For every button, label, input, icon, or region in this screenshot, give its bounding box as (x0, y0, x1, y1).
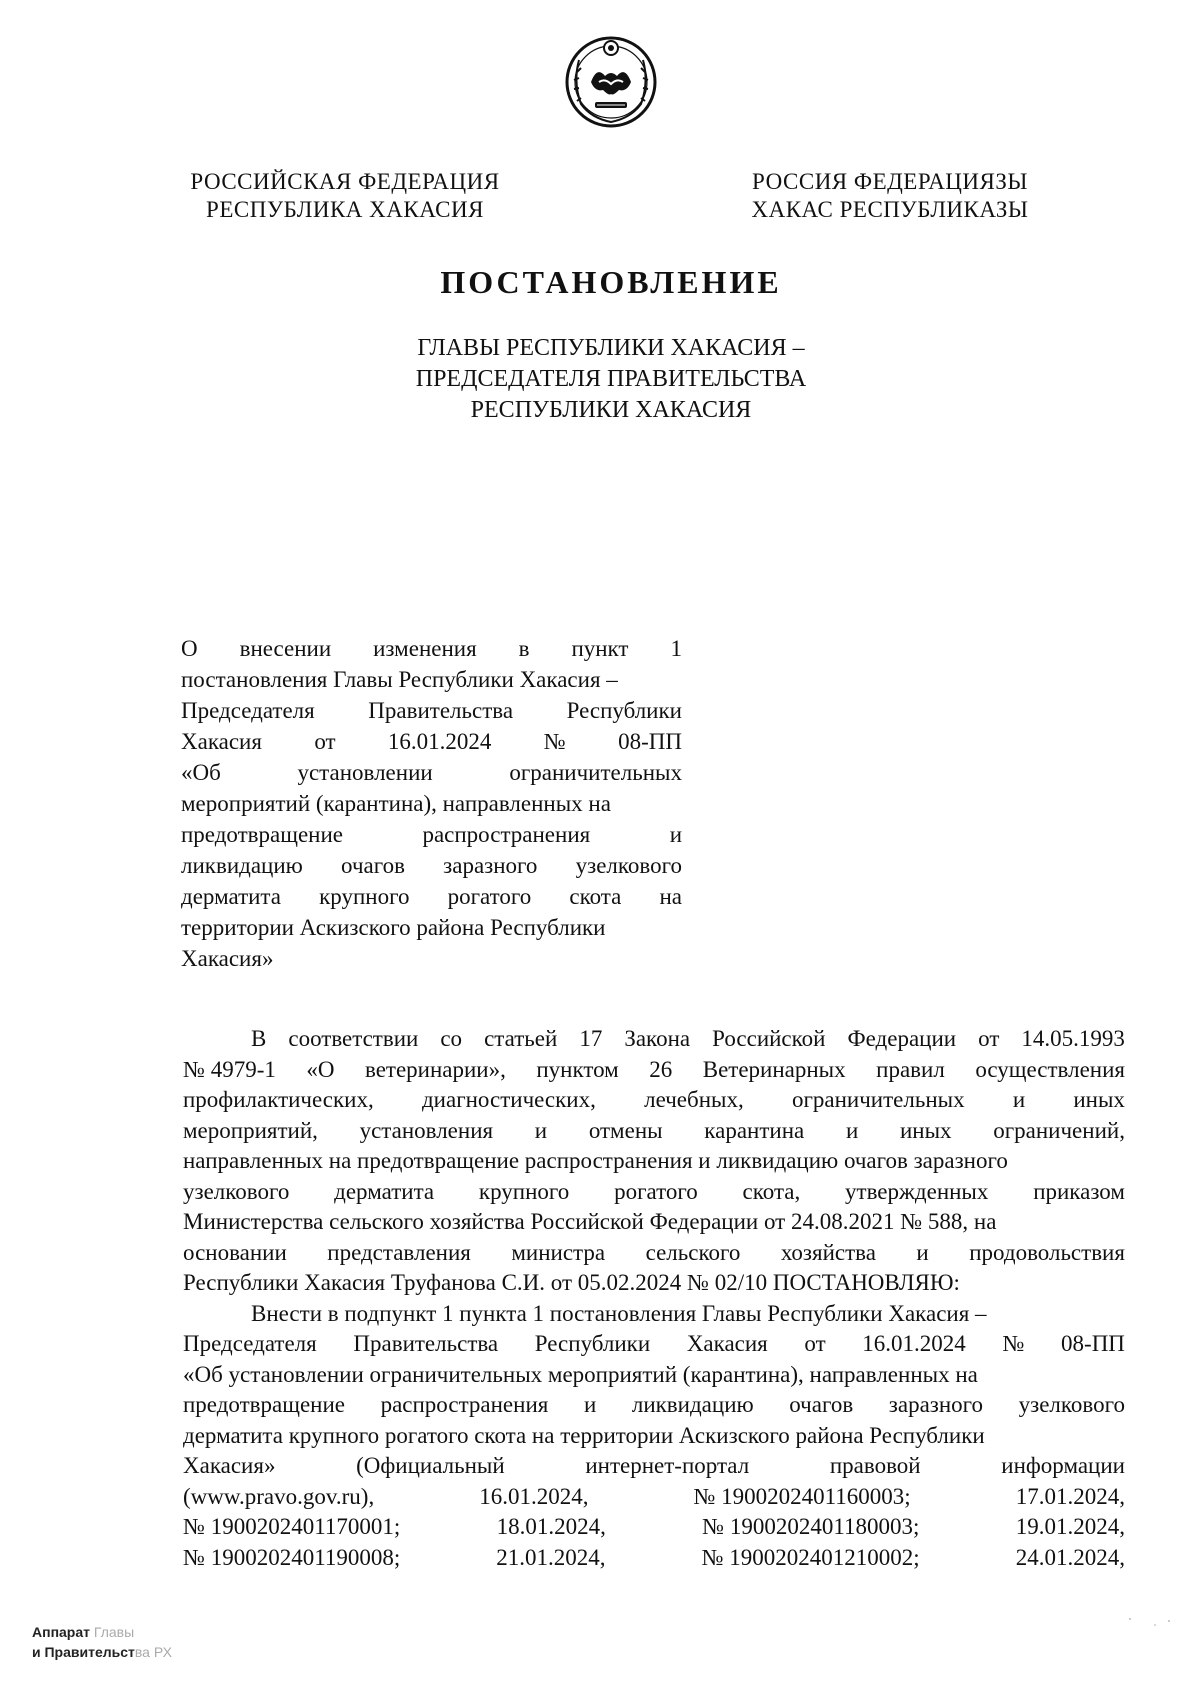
text-line (181, 726, 682, 757)
text-word: внесении (239, 636, 332, 661)
text-word: отмены (588, 1117, 663, 1143)
document-body (183, 1024, 1125, 1573)
text-word: ветеринарии», (364, 1056, 506, 1082)
text-word: скота (569, 884, 622, 909)
text-word: представления (327, 1239, 471, 1265)
text-word: дерматита крупного рогатого скота на территории Аскизского района Республики (183, 1422, 985, 1448)
text-word: Правительства (368, 698, 514, 723)
text-word: узелкового (183, 1178, 290, 1204)
text-line (183, 1421, 1125, 1452)
text-word: и (1012, 1087, 1026, 1112)
text-line (181, 695, 682, 726)
text-word: 18.01.2024, (496, 1514, 606, 1539)
text-word: карантина (704, 1117, 805, 1143)
text-word: и (845, 1117, 859, 1143)
text-word: О (181, 636, 198, 661)
text-word: № (543, 729, 566, 754)
topic-lines (181, 633, 682, 943)
text-word: рогатого (614, 1178, 698, 1204)
header-left (180, 168, 510, 224)
text-word: 1 (670, 636, 682, 661)
text-word: постановления Главы Республики Хакасия – (181, 667, 618, 692)
text-word: сельского (645, 1239, 741, 1265)
stamp-faded-text: Главы (90, 1624, 135, 1640)
text-line (183, 1177, 1125, 1208)
text-word: «О (306, 1056, 335, 1082)
text-word: распространения (422, 822, 591, 847)
header-left-line: РЕСПУБЛИКА ХАКАСИЯ (206, 197, 484, 222)
text-word: пунктом (536, 1056, 619, 1082)
preamble-last-line: Республики Хакасия Труфанова С.И. от 05.02.2024 № 02/10 ПОСТАНОВЛЯЮ: (183, 1270, 960, 1295)
preamble-paragraph (183, 1024, 1125, 1268)
text-word: (www.pravo.gov.ru), (183, 1483, 375, 1509)
text-word: № 1900202401180003; (702, 1514, 920, 1539)
stamp-line-1 (32, 1622, 172, 1642)
text-word: Правительства (353, 1331, 499, 1356)
text-word: и (583, 1392, 597, 1417)
topic-last-line: Хакасия» (181, 946, 274, 971)
text-word: Федерации (847, 1026, 957, 1051)
text-word: ограничительных (509, 760, 682, 785)
text-word: территории Аскизского района Республики (181, 915, 606, 940)
text-line (183, 1024, 1125, 1055)
text-word: приказом (1033, 1178, 1125, 1204)
text-word: (Официальный (356, 1453, 505, 1478)
text-word: 17.01.2024, (1015, 1483, 1125, 1509)
text-word: статьей (484, 1026, 558, 1051)
text-line (183, 1390, 1125, 1421)
text-word: ликвидацию (631, 1392, 754, 1417)
text-word: 19.01.2024, (1015, 1514, 1125, 1539)
text-word: пункт (571, 636, 629, 661)
header-right-line: РОССИЯ ФЕДЕРАЦИЯЗЫ (752, 169, 1028, 194)
text-word: дерматита (334, 1178, 435, 1204)
text-word: № 4979-1 (183, 1056, 276, 1082)
text-word: диагностических, (421, 1087, 596, 1112)
text-word: 17 (579, 1026, 603, 1051)
document-subtitle (0, 333, 1200, 426)
text-word: хозяйства (780, 1239, 876, 1265)
text-word: основании (183, 1239, 287, 1265)
subtitle-line: ГЛАВЫ РЕСПУБЛИКИ ХАКАСИЯ – (417, 335, 805, 361)
text-word: предотвращение (181, 822, 343, 847)
text-word: 26 (649, 1056, 673, 1082)
text-line (183, 1512, 1125, 1543)
header-right (725, 168, 1055, 224)
text-word: В (251, 1026, 267, 1051)
text-word: в (518, 636, 530, 661)
text-word: Министерства сельского хозяйства Российской Федерации от 24.08.2021 № 588, на (183, 1209, 997, 1234)
text-word: установления (359, 1117, 494, 1143)
text-word: иных (1073, 1087, 1125, 1112)
text-word: Председателя (183, 1331, 317, 1356)
text-word: продовольствия (969, 1239, 1125, 1265)
text-word: дерматита (181, 884, 281, 909)
text-word: Хакасия» (183, 1453, 276, 1478)
header-left-line: РОССИЙСКАЯ ФЕДЕРАЦИЯ (190, 169, 500, 194)
text-line (183, 1299, 1125, 1330)
text-line (181, 881, 682, 912)
text-word: Ветеринарных (702, 1056, 846, 1082)
text-line (183, 1360, 1125, 1391)
text-line (183, 1543, 1125, 1574)
document-title: ПОСТАНОВЛЕНИЕ (440, 264, 782, 300)
text-word: заразного (888, 1392, 984, 1417)
text-word: от (804, 1331, 826, 1356)
text-word: узелкового (1018, 1392, 1125, 1417)
text-word: профилактических, (183, 1087, 374, 1112)
text-word: № 1900202401160003; (693, 1483, 911, 1509)
document-topic (181, 633, 682, 974)
text-word: от (314, 729, 336, 754)
text-word: направленных на предотвращение распространения и ликвидацию очагов заразного (183, 1148, 1008, 1173)
text-word: 08-ПП (1061, 1331, 1125, 1356)
sender-stamp (32, 1622, 172, 1662)
text-line (181, 912, 682, 943)
scan-specks (1125, 1615, 1175, 1635)
subtitle-line: ПРЕДСЕДАТЕЛЯ ПРАВИТЕЛЬСТВА (415, 366, 807, 392)
text-line (183, 1055, 1125, 1086)
text-line (181, 664, 682, 695)
text-word: ограничений, (993, 1117, 1125, 1143)
text-word: Внести в подпункт 1 пункта 1 постановления Главы Республики Хакасия – (251, 1300, 987, 1326)
text-word: очагов (341, 853, 405, 878)
text-word: № 1900202401190008; (183, 1544, 401, 1570)
text-line (183, 1207, 1125, 1238)
text-line (183, 1116, 1125, 1147)
text-word: правил (876, 1056, 945, 1082)
text-word: крупного (319, 884, 410, 909)
text-word: «Об (181, 760, 221, 785)
text-word: Закона (624, 1026, 691, 1051)
text-word: заразного (443, 853, 538, 878)
text-word: узелкового (575, 853, 682, 878)
text-word: очагов (789, 1392, 854, 1417)
text-word: иных (899, 1117, 952, 1143)
text-word: № (1002, 1331, 1025, 1356)
text-word: рогатого (447, 884, 532, 909)
coat-of-arms-icon (561, 30, 661, 130)
text-word: 24.01.2024, (1015, 1544, 1125, 1570)
text-word: мероприятий, (183, 1117, 318, 1143)
text-word: правовой (829, 1453, 921, 1478)
text-word: соответствии (288, 1026, 419, 1051)
text-word: скота, (742, 1178, 801, 1204)
subtitle-line: РЕСПУБЛИКИ ХАКАСИЯ (470, 397, 752, 423)
text-line (181, 819, 682, 850)
text-word: ограничительных (791, 1087, 965, 1112)
text-word: 16.01.2024 (387, 729, 492, 754)
text-word: Председателя (181, 698, 315, 723)
text-word: 16.01.2024 (862, 1331, 966, 1356)
text-word: распространения (380, 1392, 549, 1417)
text-word: изменения (373, 636, 477, 661)
text-word: № 1900202401210002; (701, 1544, 920, 1570)
text-line (181, 850, 682, 881)
text-word: Республики (566, 698, 682, 723)
text-word: интернет-портал (585, 1453, 750, 1478)
text-line (183, 1085, 1125, 1116)
text-word: лечебных, (644, 1087, 744, 1112)
text-word: 16.01.2024, (479, 1483, 589, 1509)
text-word: Хакасия (686, 1331, 768, 1356)
text-line (183, 1329, 1125, 1360)
text-line (181, 633, 682, 664)
text-word: предотвращение (183, 1392, 345, 1417)
stamp-text: Аппарат (32, 1624, 91, 1640)
text-word: утвержденных (845, 1178, 989, 1204)
text-line (183, 1482, 1125, 1513)
text-word: информации (1001, 1453, 1125, 1478)
text-word: крупного (478, 1178, 570, 1204)
stamp-text: и Правительст (32, 1644, 135, 1660)
text-line (183, 1451, 1125, 1482)
text-line (181, 757, 682, 788)
text-word: ликвидацию (181, 853, 303, 878)
text-word: от (978, 1026, 1000, 1051)
text-word: на (659, 884, 682, 909)
stamp-line-2 (32, 1642, 172, 1662)
text-word: установлении (297, 760, 433, 785)
text-word: мероприятий (карантина), направленных на (181, 791, 611, 816)
text-word: Хакасия (181, 729, 262, 754)
text-line (183, 1146, 1125, 1177)
text-word: № 1900202401170001; (183, 1514, 401, 1539)
text-word: и (916, 1239, 929, 1265)
text-word: Республики (534, 1331, 651, 1356)
text-word: со (440, 1026, 463, 1051)
header-right-line: ХАКАС РЕСПУБЛИКАЗЫ (751, 197, 1029, 222)
stamp-faded-text: ва РХ (134, 1644, 172, 1660)
text-line (181, 788, 682, 819)
text-word: и (669, 822, 682, 847)
resolution-paragraph (183, 1299, 1125, 1574)
text-word: 14.05.1993 (1021, 1026, 1125, 1051)
text-word: 08-ПП (618, 729, 682, 754)
text-word: «Об установлении ограничительных мероприятий (карантина), направленных на (183, 1361, 978, 1387)
text-word: министра (511, 1239, 606, 1265)
text-word: 21.01.2024, (496, 1544, 606, 1570)
text-word: Российской (712, 1026, 826, 1051)
text-word: и (534, 1117, 548, 1143)
text-line (183, 1238, 1125, 1269)
text-word: осуществления (975, 1056, 1125, 1082)
